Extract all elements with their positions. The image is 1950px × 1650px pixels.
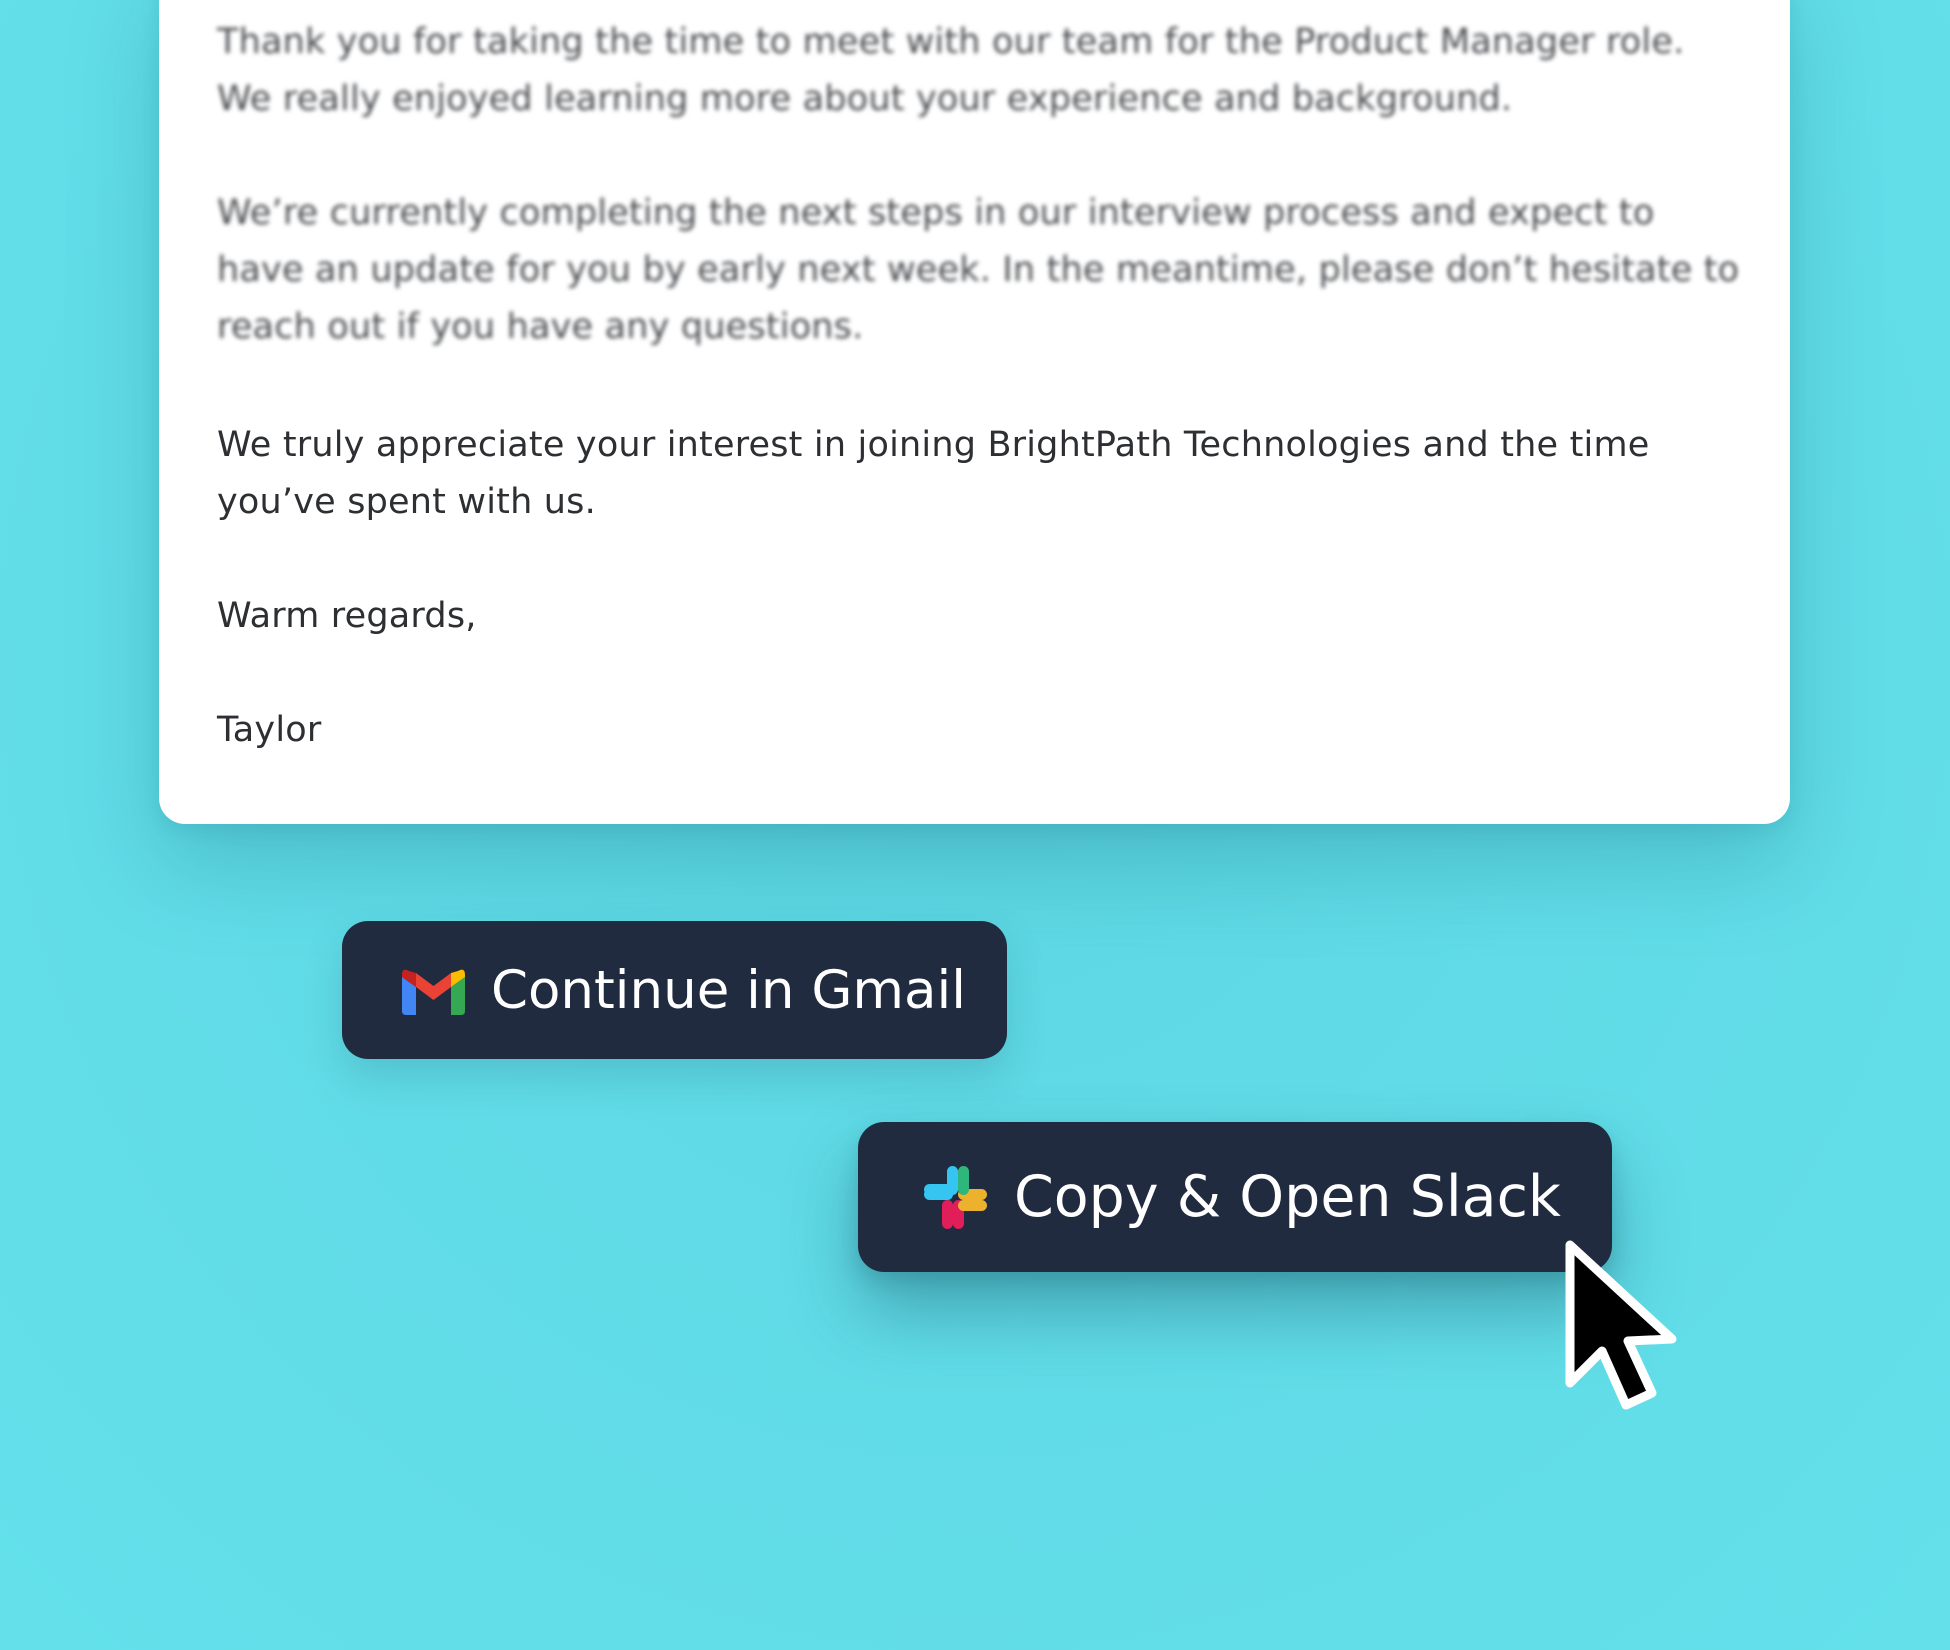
slack-icon: [924, 1166, 987, 1229]
copy-and-open-slack-label: Copy & Open Slack: [1014, 1164, 1561, 1230]
email-paragraph-2: We’re currently completing the next steps in our interview process and expect to have an update for you by early next week. In the meantime, please don’t hesitate to reach out if you have any questions.: [217, 193, 1740, 347]
email-paragraph-1: Thank you for taking the time to meet with our team for the Product Manager role. We really enjoyed learning more about your experience and background.: [217, 22, 1685, 119]
copy-and-open-slack-button[interactable]: [858, 1122, 1612, 1272]
mouse-pointer-icon: [1556, 1233, 1686, 1418]
continue-in-gmail-label: Continue in Gmail: [491, 959, 966, 1021]
email-closing-paragraph: We truly appreciate your interest in joining BrightPath Technologies and the time you’ve spent with us.: [217, 425, 1650, 522]
continue-in-gmail-button[interactable]: [342, 921, 1007, 1059]
gmail-icon: [402, 967, 465, 1013]
email-sign-off: Warm regards,: [217, 596, 477, 636]
email-signature: Taylor: [217, 710, 322, 750]
